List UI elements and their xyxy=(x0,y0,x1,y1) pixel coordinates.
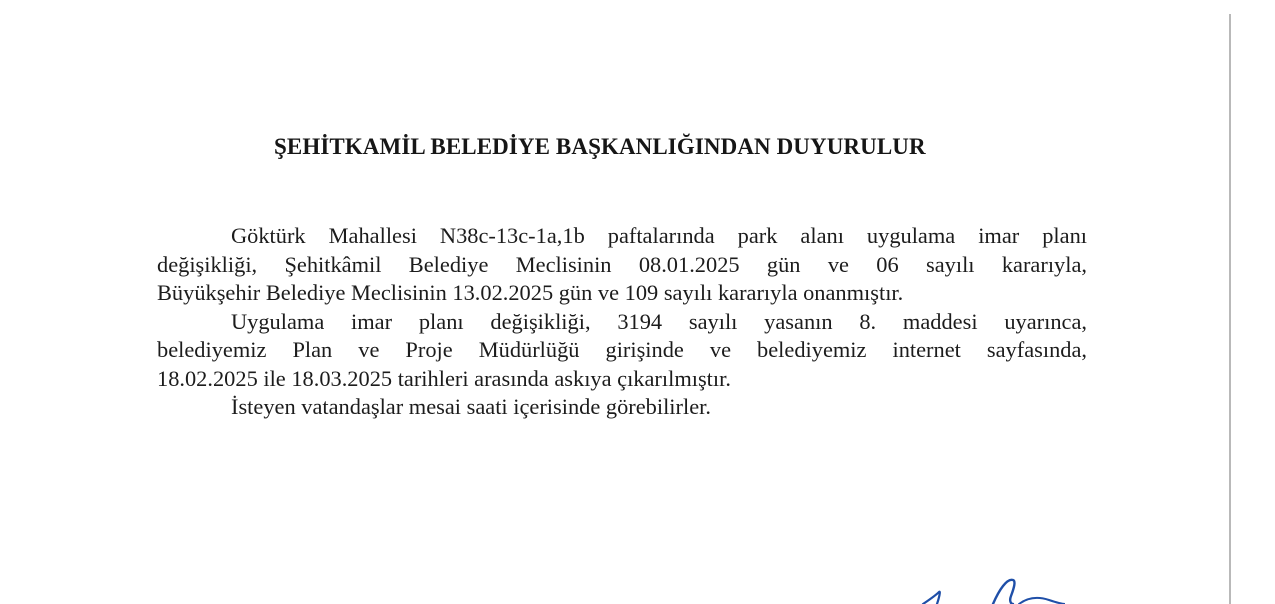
paragraph-1-line-3: Büyükşehir Belediye Meclisinin 13.02.2025 gün ve 109 sayılı kararıyla onanmıştır. xyxy=(157,280,904,305)
announcement-title: ŞEHİTKAMİL BELEDİYE BAŞKANLIĞINDAN DUYURULUR xyxy=(274,134,926,159)
paragraph-2-line-3: 18.02.2025 ile 18.03.2025 tarihleri arasında askıya çıkarılmıştır. xyxy=(157,365,731,391)
paragraph-2-line-2: belediyemiz Plan ve Proje Müdürlüğü girişinde ve belediyemiz internet sayfasında, xyxy=(157,337,1087,362)
page-edge-divider xyxy=(1229,14,1231,604)
paragraph-1-line-1: Göktürk Mahallesi N38c-13c-1a,1b paftalarında park alanı uygulama imar planı xyxy=(231,223,1087,248)
paragraph-3-line-1: İsteyen vatandaşlar mesai saati içerisinde görebilirler. xyxy=(231,394,711,419)
signature-icon xyxy=(915,570,1065,604)
announcement-body xyxy=(157,222,1087,422)
paragraph-2-line-1: Uygulama imar planı değişikliği, 3194 sayılı yasanın 8. maddesi uyarınca, xyxy=(231,308,1087,334)
paragraph-1-line-2: değişikliği, Şehitkâmil Belediye Meclisinin 08.01.2025 gün ve 06 sayılı kararıyla, xyxy=(157,251,1087,277)
